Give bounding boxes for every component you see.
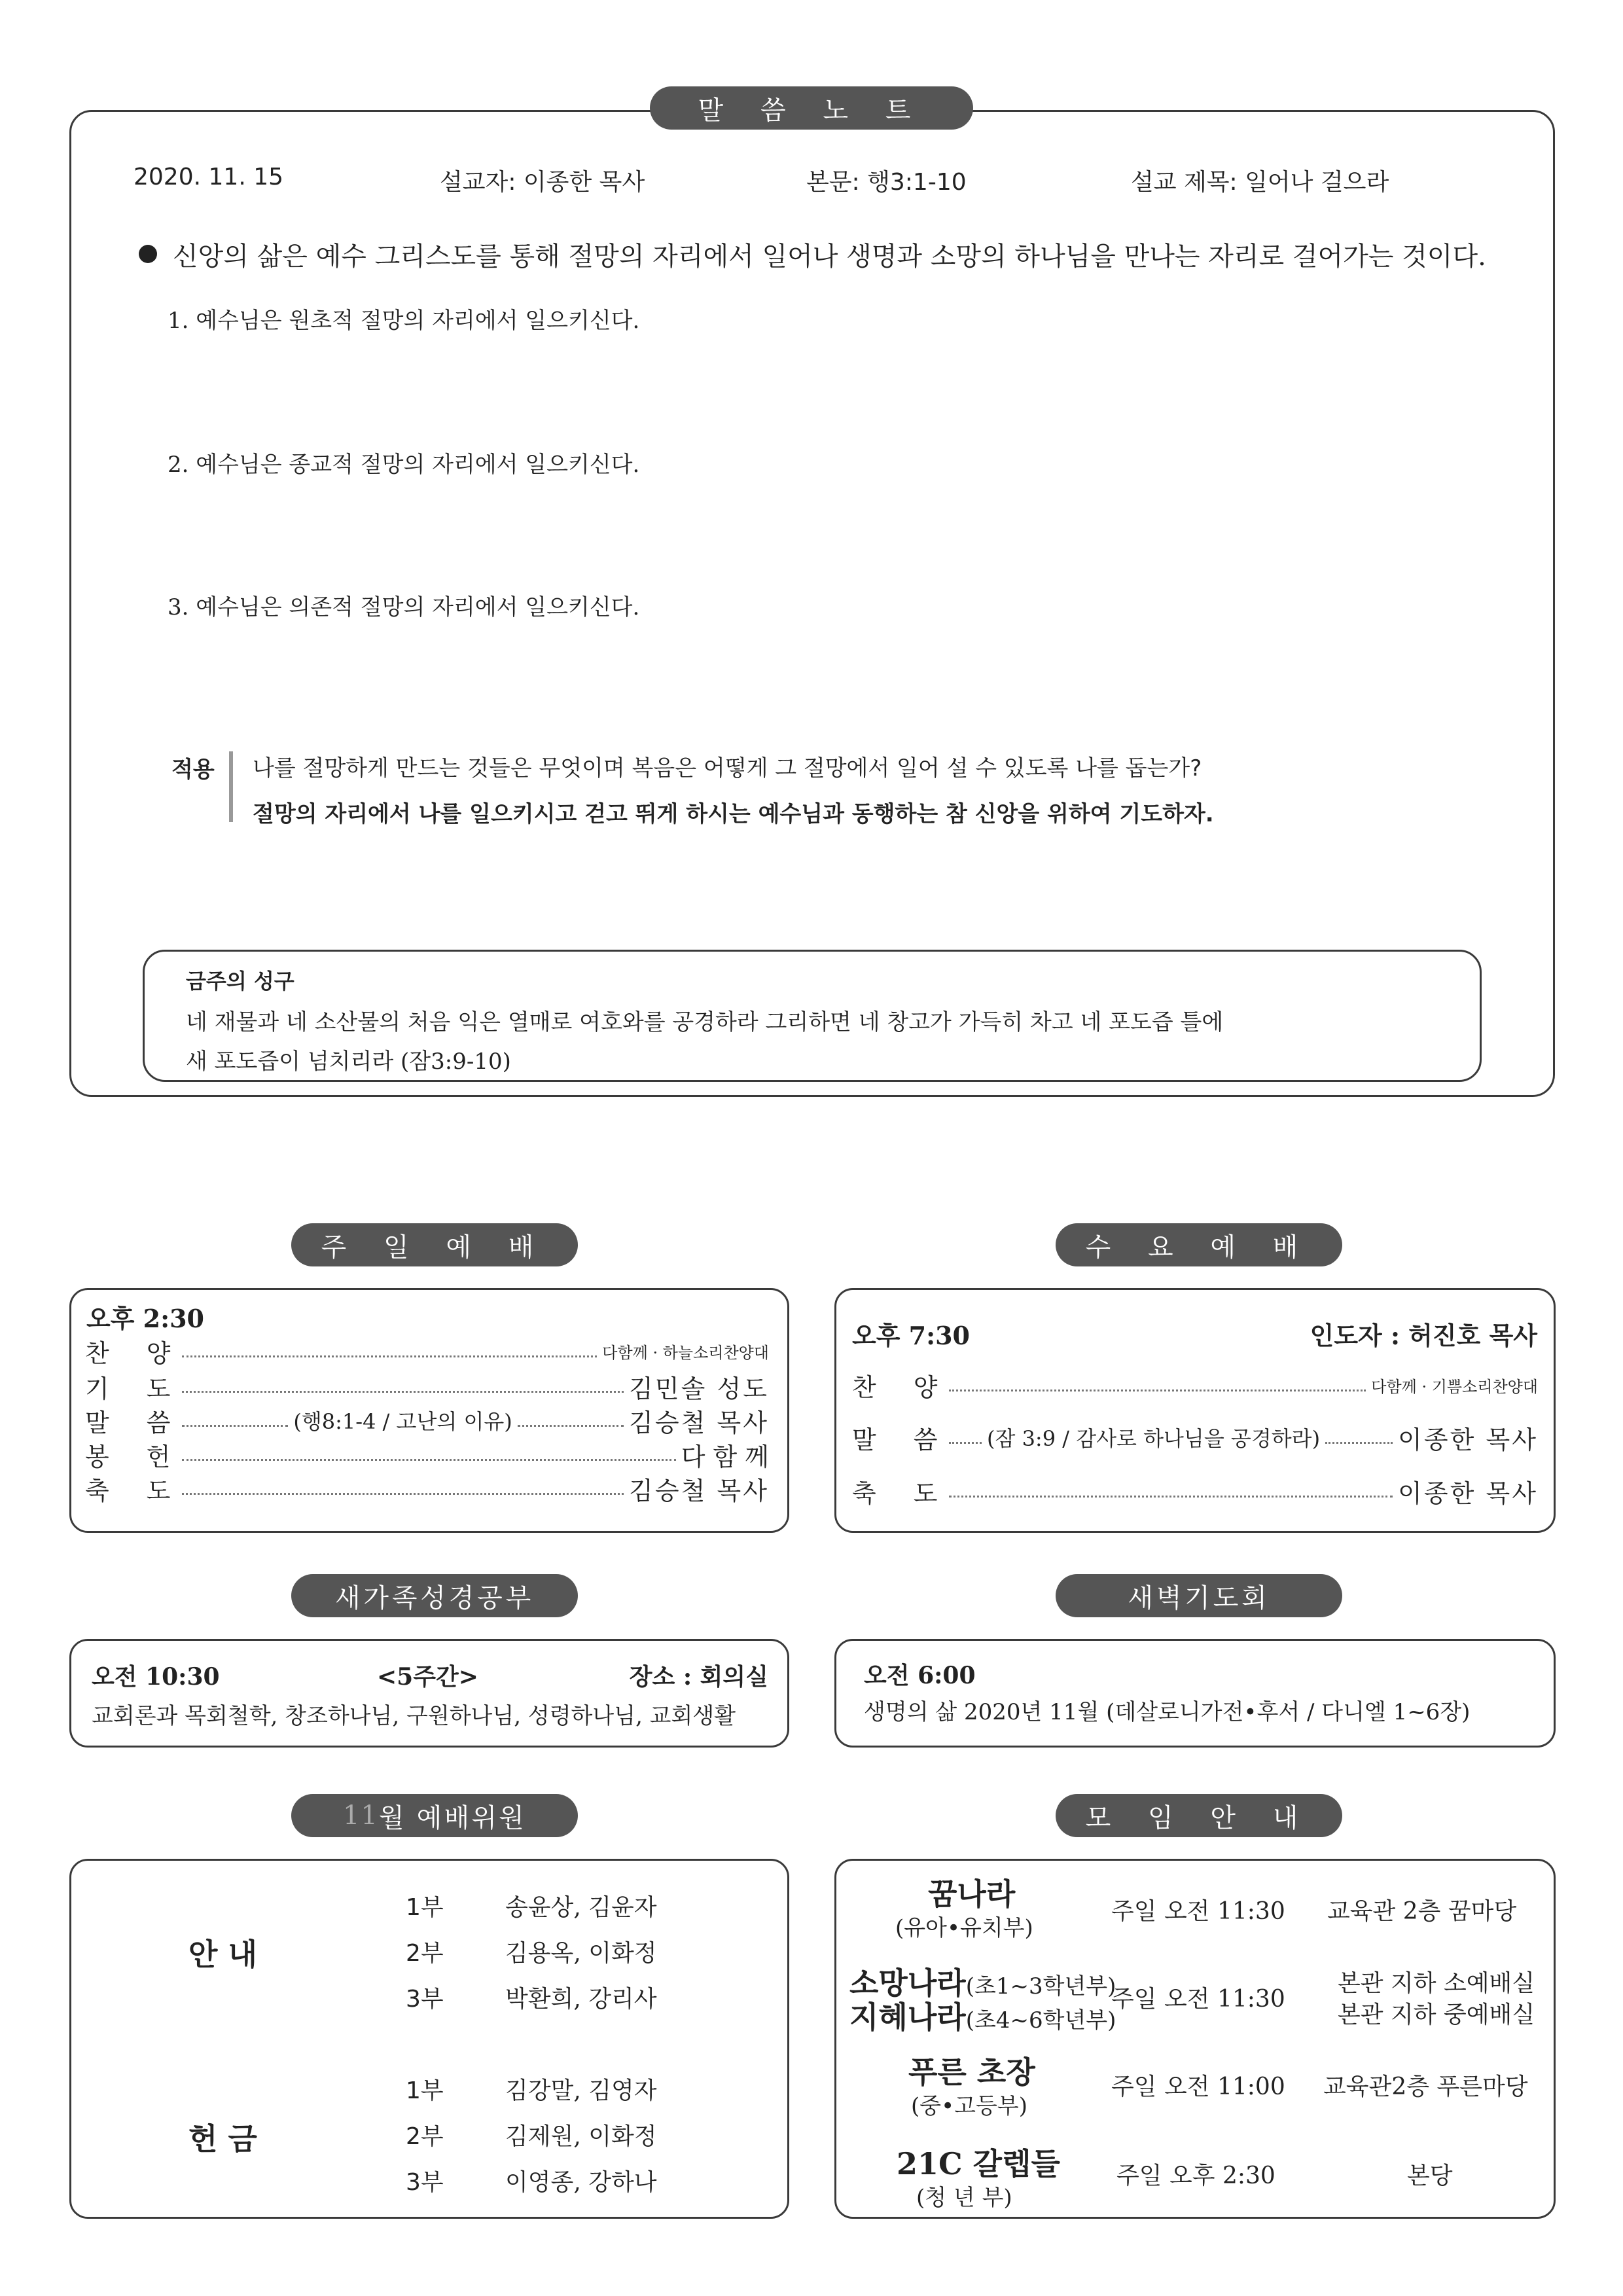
wednesday-row-benediction xyxy=(852,1475,1538,1507)
wednesday-row-value: 이종한 목사 xyxy=(1398,1425,1538,1454)
committee-part: 3부 xyxy=(406,1986,444,2013)
meeting-place: 본관 지하 중예배실 xyxy=(1338,2001,1535,2028)
dotted-leader xyxy=(182,1425,288,1427)
wednesday-row-hymn xyxy=(852,1369,1538,1401)
committee-names: 송윤상, 김윤자 xyxy=(505,1894,657,1921)
sunday-time: 오후 2:30 xyxy=(86,1304,204,1333)
wednesday-row-value: 이종한 목사 xyxy=(1398,1479,1538,1508)
family-study-box xyxy=(69,1639,789,1748)
dawn-prayer-time: 오전 6:00 xyxy=(864,1662,976,1689)
weekly-verse-line-1: 네 재물과 네 소산물의 처음 익은 열매로 여호와를 공경하라 그리하면 네 창고가 가득히 차고 네 포도즙 틀에 xyxy=(186,1009,1224,1035)
sunday-row-value: 다 함 께 xyxy=(681,1442,769,1471)
sunday-row-value: 김승철 목사 xyxy=(629,1408,770,1437)
sermon-title: 설교 제목: 일어나 걸으라 xyxy=(1131,169,1389,196)
sermon-preacher: 설교자: 이종한 목사 xyxy=(440,169,645,196)
sermon-text: 본문: 행3:1-10 xyxy=(806,169,967,196)
dotted-leader xyxy=(949,1390,1366,1391)
application-divider xyxy=(229,751,233,822)
meeting-place: 교육관2층 푸른마당 xyxy=(1323,2073,1528,2100)
meeting-place: 본당 xyxy=(1407,2162,1453,2189)
meeting-name: 21C 갈렙들 xyxy=(897,2146,1060,2181)
sermon-note-title: 말 씀 노 트 xyxy=(650,86,973,130)
family-study-time: 오전 10:30 xyxy=(92,1663,220,1691)
wednesday-service-title: 수 요 예 배 xyxy=(1056,1223,1342,1266)
wednesday-row-label: 말씀 xyxy=(852,1425,975,1454)
sunday-row-value: 다함께 · 하늘소리찬양대 xyxy=(602,1343,769,1362)
committee-part: 2부 xyxy=(406,2123,444,2150)
meeting-sub: (중•고등부) xyxy=(911,2093,1027,2119)
dotted-leader xyxy=(182,1391,624,1393)
sunday-row-prayer xyxy=(85,1371,769,1402)
dotted-leader xyxy=(1325,1442,1393,1444)
sunday-row-offering xyxy=(85,1439,769,1470)
weekly-verse-title: 금주의 성구 xyxy=(186,969,294,994)
dotted-leader xyxy=(949,1496,1393,1498)
sermon-point-2: 2. 예수님은 종교적 절망의 자리에서 일으키신다. xyxy=(168,452,640,478)
sunday-row-sermon xyxy=(85,1405,769,1436)
family-study-title: 새가족성경공부 xyxy=(291,1574,578,1617)
dotted-leader xyxy=(182,1459,676,1461)
wednesday-time: 오후 7:30 xyxy=(852,1321,970,1350)
sermon-point-1: 1. 예수님은 원초적 절망의 자리에서 일으키신다. xyxy=(168,308,640,334)
dotted-leader xyxy=(949,1442,982,1444)
summary-bullet-icon xyxy=(139,245,157,263)
application-prayer: 절망의 자리에서 나를 일으키시고 걷고 뛰게 하시는 예수님과 동행하는 참 신앙을 위하여 기도하자. xyxy=(253,801,1214,827)
committee-part: 3부 xyxy=(406,2169,444,2196)
wednesday-leader: 인도자 : 허진호 목사 xyxy=(1310,1321,1537,1350)
meeting-name: 꿈나라 xyxy=(928,1876,1016,1912)
sermon-summary: 신앙의 삶은 예수 그리스도를 통해 절망의 자리에서 일어나 생명과 소망의 하나님을 만나는 자리로 걸어가는 것이다. xyxy=(173,242,1486,272)
sermon-point-3: 3. 예수님은 의존적 절망의 자리에서 일으키신다. xyxy=(168,594,640,620)
application-question: 나를 절망하게 만드는 것들은 무엇이며 복음은 어떻게 그 절망에서 일어 설 수 있도록 나를 돕는가? xyxy=(253,755,1202,781)
committee-group-offering: 헌 금 xyxy=(188,2121,257,2157)
sunday-row-label: 찬양 xyxy=(85,1338,208,1368)
sunday-row-label: 기도 xyxy=(85,1374,208,1403)
committee-title-month: 11 xyxy=(342,1801,379,1831)
sunday-row-value: 김승철 목사 xyxy=(629,1476,769,1505)
family-study-topics: 교회론과 목회철학, 창조하나님, 구원하나님, 성령하나님, 교회생활 xyxy=(92,1703,736,1729)
dawn-prayer-box xyxy=(834,1639,1556,1748)
meeting-name-main: 소망나라 xyxy=(849,1965,966,2001)
committee-names: 이영종, 강하나 xyxy=(505,2169,657,2196)
meeting-sub: (청 년 부) xyxy=(916,2185,1012,2211)
committee-names: 박환희, 강리사 xyxy=(505,1986,657,2013)
wednesday-row-label: 축도 xyxy=(852,1479,975,1508)
sunday-service-title: 주 일 예 배 xyxy=(291,1223,578,1266)
meeting-time: 주일 오전 11:30 xyxy=(1111,1898,1285,1925)
dawn-prayer-desc: 생명의 삶 2020년 11월 (데살로니가전•후서 / 다니엘 1~6장) xyxy=(864,1699,1471,1725)
sunday-row-hymn xyxy=(85,1335,769,1367)
committee-title-text: 월 예배위원 xyxy=(378,1803,527,1833)
wednesday-row-ref: (잠 3:9 / 감사로 하나님을 공경하라) xyxy=(987,1426,1321,1451)
dotted-leader xyxy=(518,1425,624,1427)
committee-part: 2부 xyxy=(406,1940,444,1967)
committee-names: 김용옥, 이화정 xyxy=(505,1940,657,1967)
sunday-row-value: 김민솔 성도 xyxy=(629,1374,769,1403)
meeting-name xyxy=(849,1994,1116,2037)
weekly-verse-line-2: 새 포도즙이 넘치리라 (잠3:9-10) xyxy=(186,1049,511,1075)
sunday-row-ref: (행8:1-4 / 고난의 이유) xyxy=(293,1409,512,1434)
sunday-row-label: 축도 xyxy=(85,1476,208,1505)
wednesday-row-label: 찬양 xyxy=(852,1372,975,1402)
meeting-time: 주일 오전 11:00 xyxy=(1111,2073,1285,2100)
meeting-time: 주일 오후 2:30 xyxy=(1116,2162,1275,2189)
meeting-sub: (유아•유치부) xyxy=(895,1915,1033,1941)
meeting-name-sub: (초4~6학년부) xyxy=(965,2007,1116,2034)
family-study-duration: <5주간> xyxy=(377,1663,478,1691)
wednesday-row-sermon xyxy=(852,1422,1538,1453)
meeting-place: 교육관 2층 꿈마당 xyxy=(1327,1898,1517,1925)
meeting-time: 주일 오전 11:30 xyxy=(1111,1986,1285,2013)
committee-group-usher: 안 내 xyxy=(188,1937,257,1972)
meeting-name: 푸른 초장 xyxy=(908,2054,1035,2090)
dotted-leader xyxy=(182,1493,624,1495)
sermon-date: 2020. 11. 15 xyxy=(134,164,284,190)
dotted-leader xyxy=(182,1355,597,1357)
meeting-name-main: 지혜나라 xyxy=(849,2000,966,2035)
family-study-place: 장소 : 회의실 xyxy=(629,1663,768,1691)
sunday-row-benediction xyxy=(85,1473,769,1504)
committee-names: 김제원, 이화정 xyxy=(505,2123,657,2150)
application-label: 적용 xyxy=(171,757,215,783)
committee-part: 1부 xyxy=(406,2077,444,2104)
dawn-prayer-title: 새벽기도회 xyxy=(1056,1574,1342,1617)
committee-part: 1부 xyxy=(406,1894,444,1921)
meeting-name-sub: (초1~3학년부) xyxy=(965,1973,1116,2000)
meeting-place: 본관 지하 소예배실 xyxy=(1338,1970,1535,1997)
sunday-row-label: 봉헌 xyxy=(85,1442,208,1471)
committee-names: 김강말, 김영자 xyxy=(505,2077,657,2104)
wednesday-row-value: 다함께 · 기쁨소리찬양대 xyxy=(1371,1377,1538,1396)
sunday-row-label: 말씀 xyxy=(85,1408,208,1437)
meetings-title: 모 임 안 내 xyxy=(1056,1794,1342,1837)
committee-title xyxy=(291,1794,578,1837)
